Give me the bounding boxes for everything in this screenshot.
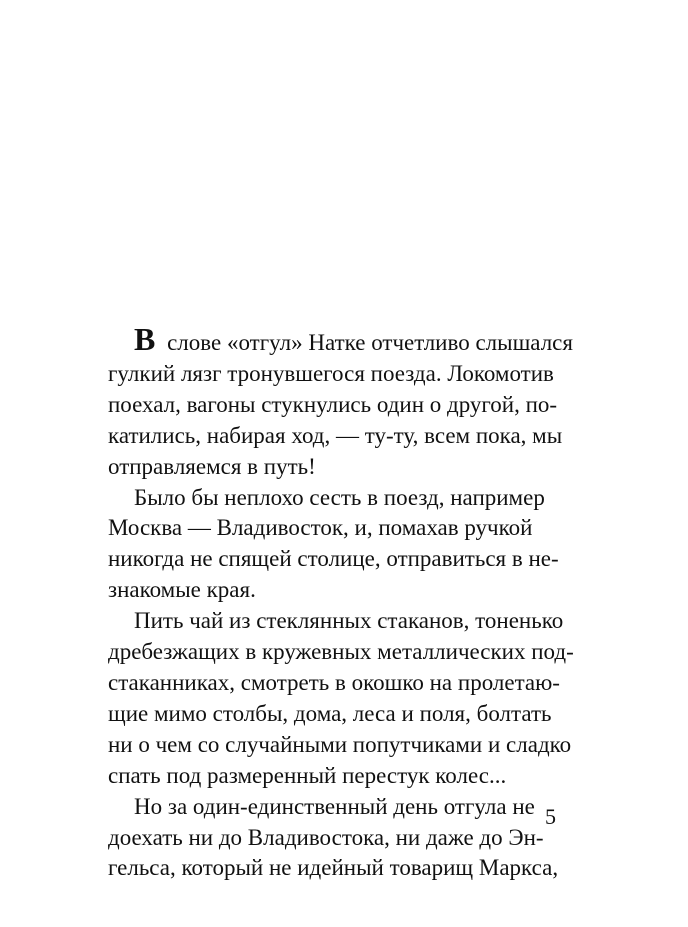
text-line: доехать ни до Владивостока, ни даже до Эн- [108,824,544,850]
text-line: Было бы неплохо сесть в поезд, например [134,484,545,510]
text-line: ни о чем со случайными попутчиками и сладко [108,731,572,757]
paragraph-4 [108,792,559,885]
text-line: никогда не спящей столице, отправиться в не- [108,546,559,572]
text-line: знакомые края. [108,577,256,603]
text-line: Но за один-единственный день отгула не [134,793,535,819]
text-line: Пить чай из стеклянных стаканов, тоненько [134,608,564,634]
text-line: спать под размеренный перестук колес... [108,762,507,788]
text-line: отправляемся в путь! [108,453,316,479]
body-text [108,321,574,884]
text-line: Москва — Владивосток, и, помахав ручкой [108,515,533,541]
text-line [108,321,573,359]
text-line: дребезжащих в кружевных металлических под- [108,639,574,665]
paragraph-2 [108,483,559,607]
text-line: катились, набирая ход, — ту-ту, всем пока, мы [108,422,563,448]
paragraph-3 [108,606,574,791]
text-line: гулкий лязг тронувшегося поезда. Локомотив [108,360,554,386]
line-text: слове «отгул» Натке отчетливо слышался [161,330,573,355]
text-line: щие мимо столбы, дома, леса и поля, болтать [108,700,552,726]
text-line: поехал, вагоны стукнулись один о другой, по- [108,391,558,417]
text-line: гельса, который не идейный товарищ Маркса, [108,855,559,881]
page-number: 5 [545,804,556,829]
text-line: стаканниках, смотреть в окошко на пролетаю- [108,669,560,695]
paragraph-1 [108,321,573,483]
drop-cap: В [134,321,156,357]
